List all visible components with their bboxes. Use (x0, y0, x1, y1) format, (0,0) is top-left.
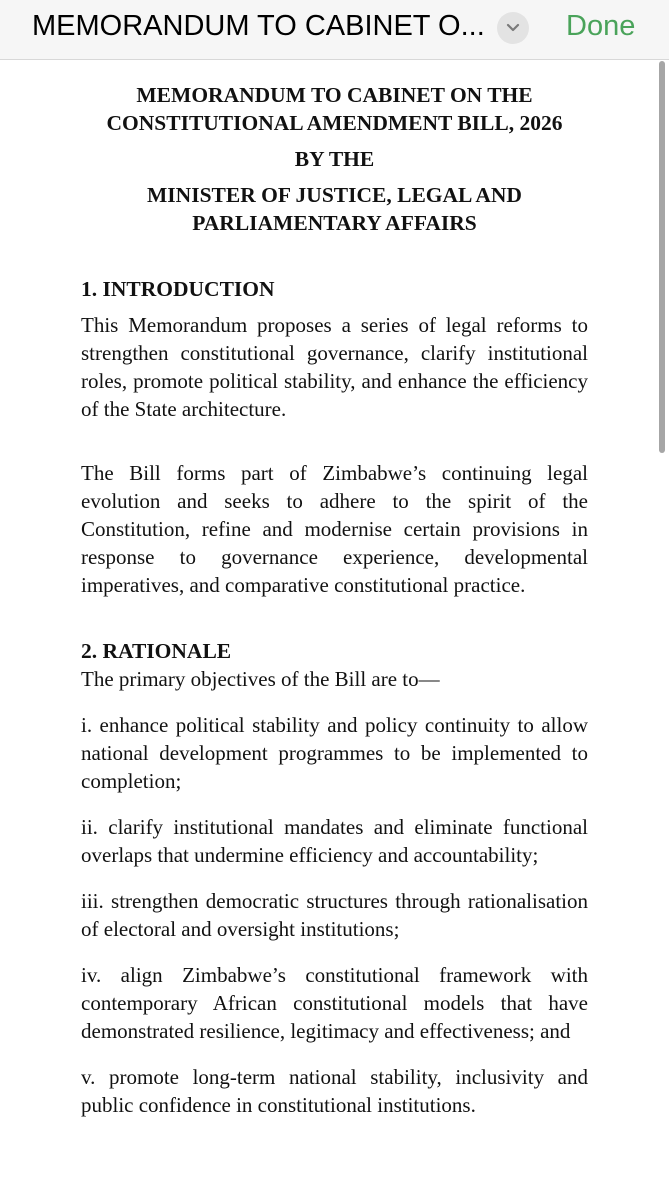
navigation-bar (0, 0, 669, 60)
rationale-lead: The primary objectives of the Bill are to— (81, 667, 440, 691)
heading-line: CONSTITUTIONAL AMENDMENT BILL, 2026 (106, 111, 563, 135)
document-viewer[interactable] (0, 61, 669, 1200)
objective-item: iv. align Zimbabwe’s constitutional framework with contemporary African constitutional models that have demonstrated resilience, legitimacy and effectiveness; and (81, 963, 588, 1043)
document-body (81, 81, 588, 1119)
objective-item: v. promote long-term national stability, inclusivity and public confidence in constitutional institutions. (81, 1065, 588, 1117)
scroll-indicator[interactable] (659, 61, 665, 453)
minister-line: MINISTER OF JUSTICE, LEGAL AND (147, 183, 522, 207)
chevron-down-icon (505, 21, 521, 35)
done-button[interactable]: Done (566, 10, 636, 42)
title-menu-button[interactable] (497, 12, 529, 44)
introduction-paragraph: The Bill forms part of Zimbabwe’s continuing legal evolution and seeks to adhere to the spirit of the Constitution, refine and modernise certain provisions in response to governance experience, developmental imperatives, and comparative constitutional practice. (81, 461, 588, 597)
objective-item: i. enhance political stability and policy continuity to allow national development programmes to be implemented to completion; (81, 713, 588, 793)
document-heading (81, 81, 588, 237)
objective-item: iii. strengthen democratic structures through rationalisation of electoral and oversight institutions; (81, 889, 588, 941)
section-heading-introduction: 1. INTRODUCTION (81, 277, 275, 301)
introduction-paragraph: This Memorandum proposes a series of legal reforms to strengthen constitutional governance, clarify institutional roles, promote political stability, and enhance the efficiency of the State architecture. (81, 313, 588, 421)
heading-line: MEMORANDUM TO CABINET ON THE (136, 83, 533, 107)
section-heading-rationale: 2. RATIONALE (81, 639, 232, 663)
minister-line: PARLIAMENTARY AFFAIRS (192, 211, 477, 235)
objective-item: ii. clarify institutional mandates and eliminate functional overlaps that undermine efficiency and accountability; (81, 815, 588, 867)
by-line: BY THE (294, 147, 375, 171)
document-title[interactable]: MEMORANDUM TO CABINET O... (32, 10, 485, 42)
